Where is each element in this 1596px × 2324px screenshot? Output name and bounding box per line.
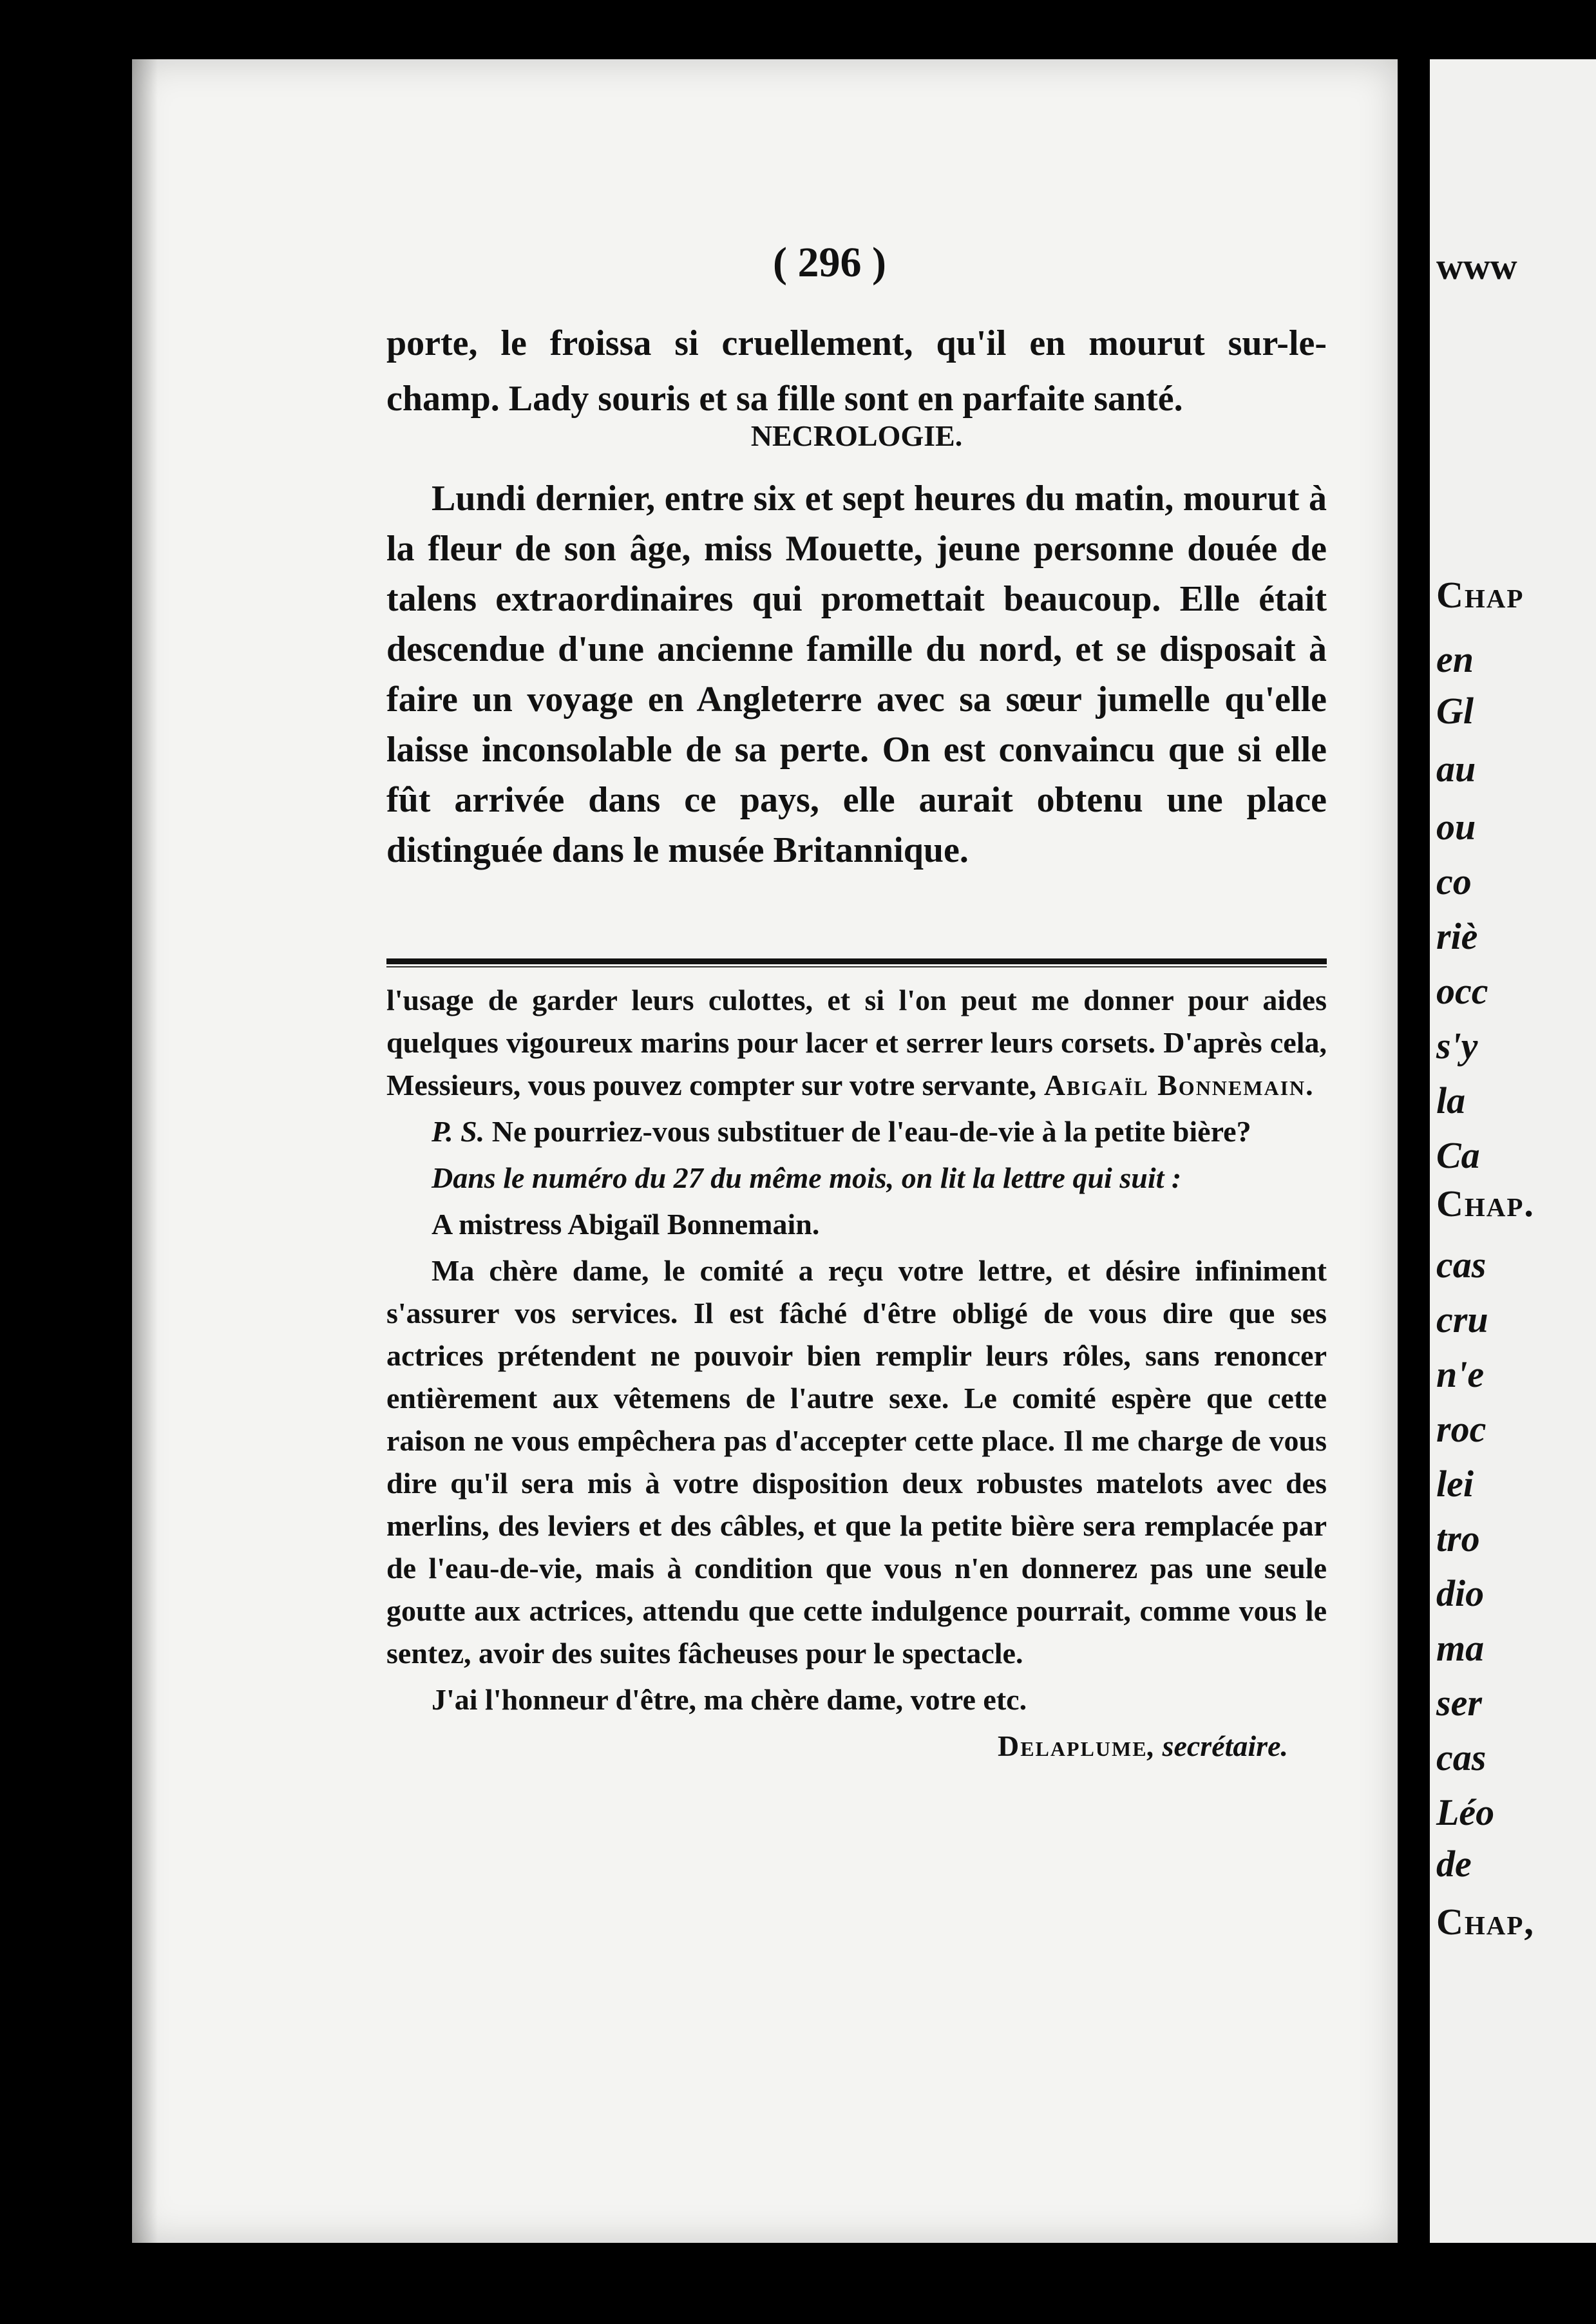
facing-line: riè [1436, 915, 1478, 957]
facing-line: en [1436, 638, 1474, 680]
facing-line: co [1436, 861, 1472, 902]
page-number: ( 296 ) [773, 239, 886, 286]
facing-line: la [1436, 1080, 1466, 1121]
facing-line: au [1436, 748, 1476, 790]
facing-line: occ [1436, 970, 1488, 1012]
facing-line: lei [1436, 1463, 1474, 1505]
facing-line: tro [1436, 1518, 1480, 1559]
facing-line: Chap, [1436, 1901, 1535, 1943]
facing-line: Ca [1436, 1134, 1480, 1176]
facing-line: Chap. [1436, 1183, 1535, 1224]
postscript-text: Ne pourriez-vous substituer de l'eau-de-vie à la petite bière? [491, 1115, 1251, 1148]
section-heading: NECROLOGIE. [750, 419, 963, 452]
section-divider-thin [386, 966, 1327, 967]
letter-intro: Dans le numéro du 27 du même mois, on lit la lettre qui suit : [432, 1161, 1182, 1194]
letter-address: A mistress Abigaïl Bonnemain. [432, 1208, 820, 1241]
facing-line: n'e [1436, 1353, 1485, 1395]
facing-line: roc [1436, 1408, 1487, 1450]
facing-line: ser [1436, 1682, 1482, 1724]
facing-line: cru [1436, 1299, 1488, 1340]
facing-line: de [1436, 1843, 1472, 1885]
facing-line: Léo [1436, 1791, 1495, 1833]
page-gutter-shadow [132, 59, 158, 2243]
facing-line: s'y [1436, 1025, 1478, 1067]
sender-name: Delaplume [997, 1729, 1148, 1762]
sender-title: , secrétaire. [1147, 1729, 1288, 1762]
facing-line: ou [1436, 806, 1476, 848]
top-paragraph-text: porte, le froissa si cruellement, qu'il en mourut sur-le-champ. Lady souris et sa fille sont en parfaite santé. [386, 323, 1327, 419]
facing-line: ma [1436, 1627, 1485, 1669]
sender-signature [386, 1725, 1327, 1767]
facing-line: cas [1436, 1737, 1487, 1778]
facing-line: Gl [1436, 690, 1474, 732]
letter-signature: Abigaïl Bonnemain. [1043, 1069, 1315, 1101]
facing-line: Chap [1436, 574, 1525, 616]
top-paragraph [386, 316, 1327, 426]
closing-line: J'ai l'honneur d'être, ma chère dame, votre etc. [432, 1683, 1027, 1716]
postscript [386, 1110, 1327, 1153]
facing-line: www [1436, 245, 1517, 287]
letter-end-paragraph [386, 979, 1327, 1107]
necrology-text: Lundi dernier, entre six et sept heures du matin, mourut à la fleur de son âge, miss Mouette, jeune personne douée de talens extraordinaires qui promettait beaucoup. Elle était descendue d'une ancienne famille du nord, et se disposait à faire un voyage en Angleterre avec sa sœur jumelle qu'elle laisse inconsolable de sa perte. On est convaincu que si elle fût arrivée dans ce pays, elle aurait obtenu une place distinguée dans le musée Britannique. [386, 479, 1327, 870]
letter-section [386, 979, 1327, 1771]
facing-line: cas [1436, 1244, 1487, 1286]
postscript-label: P. S. [432, 1115, 485, 1148]
letter-end-text: l'usage de garder leurs culottes, et si l'on peut me donner pour aides quelques vigoureux marins pour lacer et serrer leurs corsets. D'après cela, Messieurs, vous pouvez compter sur votre servante, [386, 984, 1327, 1101]
section-divider [386, 958, 1327, 964]
necrology-paragraph [386, 473, 1327, 875]
facing-line: dio [1436, 1572, 1485, 1614]
reply-paragraph: Ma chère dame, le comité a reçu votre lettre, et désire infiniment s'assurer vos services. Il est fâché d'être obligé de vous dire que ses actrices prétendent ne pouvoir bien remplir leurs rôles, sans renoncer entièrement aux vêtemens de l'autre sexe. Le comité espère que cette raison ne vous empêchera pas d'accepter cette place. Il me charge de vous dire qu'il sera mis à votre disposition deux robustes matelots avec des merlins, des leviers et des câbles, et que la petite bière sera remplacée par de l'eau-de-vie, mais à condition que vous n'en donnerez pas une seule goutte aux actrices, attendu que cette indulgence pourrait, comme vous le sentez, avoir des suites fâcheuses pour le spectacle. [386, 1254, 1327, 1670]
